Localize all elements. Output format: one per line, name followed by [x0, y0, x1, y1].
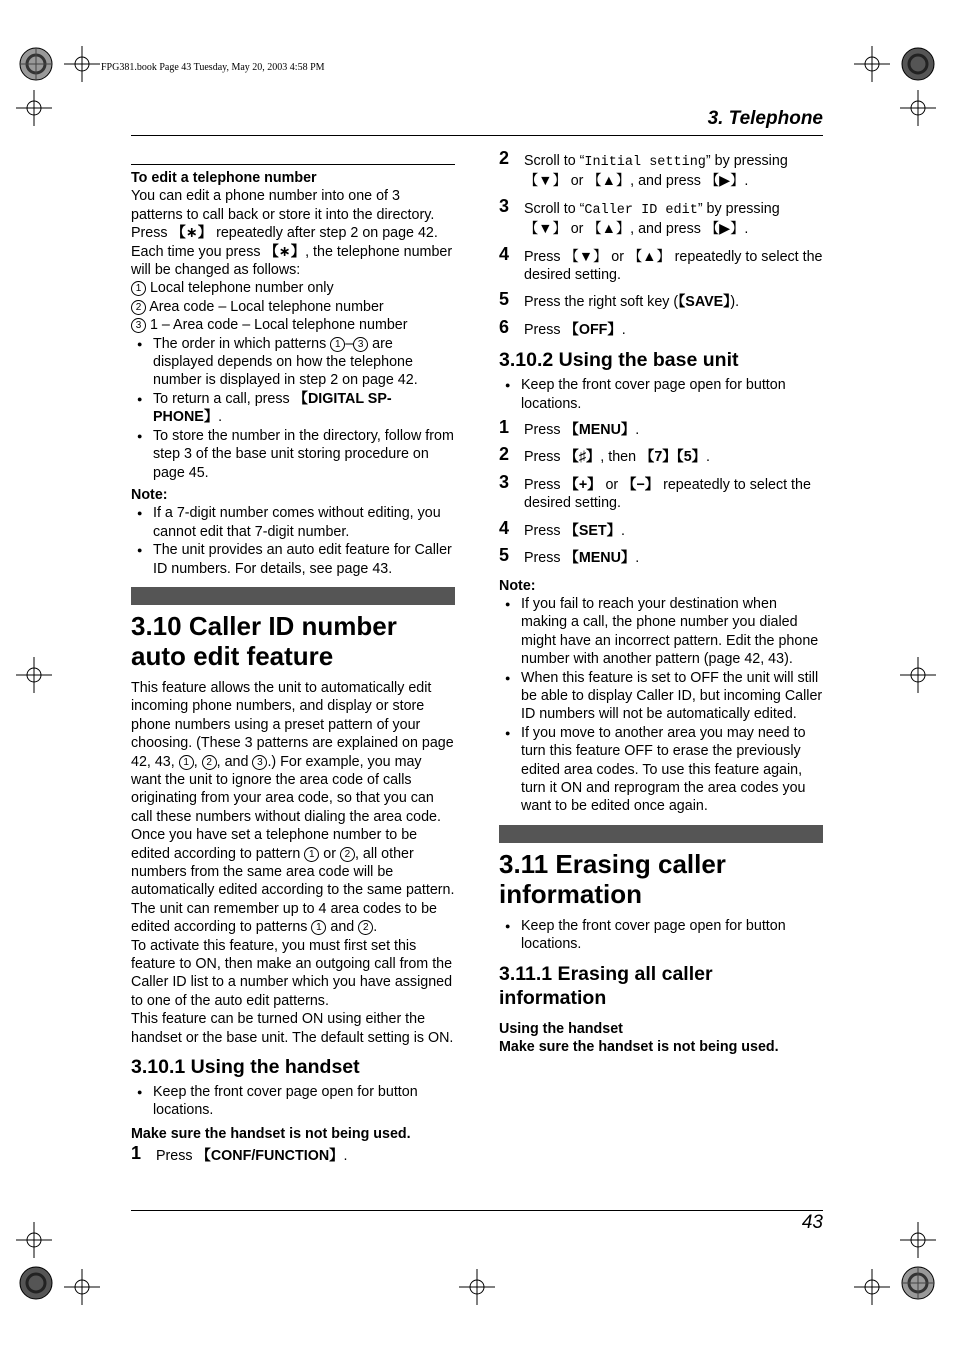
set-key: 【SET】: [564, 522, 621, 539]
footer-rule: [131, 1210, 823, 1211]
paragraph-text: and: [326, 919, 359, 936]
handset-not-in-use-note: Make sure the handset is not being used.: [131, 1125, 411, 1142]
bullet-text: .: [218, 409, 223, 426]
bullet-item: ● Keep the front cover page open for button locations.: [499, 917, 823, 954]
step-text: 【▼】 or 【▲】, and press 【▶】.: [524, 173, 749, 190]
edit-number-title: To edit a telephone number: [131, 170, 317, 186]
bullet-text: are displayed depends on how the telephone number is displayed in step 2 on page 42.: [153, 335, 418, 389]
step-number: 4: [499, 517, 510, 538]
step-number: 5: [499, 289, 510, 310]
step-text: ” by pressing: [697, 200, 780, 217]
note-label: Note:: [499, 577, 536, 594]
subsection-title: 3.10.2 Using the base unit: [499, 349, 739, 372]
paragraph-text: This feature allows the unit to automatically edit incoming phone numbers, and display or store phone numbers using a preset pattern of your choosing. (These 3 patterns are explained on page 42, 43,: [131, 679, 454, 770]
step-number: 3: [499, 471, 510, 492]
step-item: [499, 243, 823, 285]
step-text: .: [635, 550, 640, 567]
menu-key: 【MENU】: [564, 422, 636, 439]
circled-number: 3: [131, 318, 146, 333]
circled-number: 1: [311, 920, 326, 935]
step-number: 1: [131, 1143, 142, 1164]
display-text: Initial setting: [584, 155, 706, 170]
note-label: Note:: [131, 486, 168, 503]
default-setting-paragraph: This feature can be turned ON using either the handset or the base unit. The default setting is ON.: [131, 1011, 454, 1046]
step-text: Press: [524, 449, 565, 466]
circled-number: 1: [330, 337, 345, 352]
bullet-item: ● Keep the front cover page open for button locations.: [499, 376, 823, 413]
step-item: [131, 1143, 455, 1165]
note-item: ● If a 7-digit number comes without editing, you cannot edit that 7-digit number.: [131, 504, 455, 541]
registration-disc-mark: [900, 1265, 936, 1301]
step-text: Press: [524, 422, 565, 439]
step-text: or: [607, 248, 628, 265]
pattern-item: [131, 316, 455, 334]
bullet-item: ● To store the number in the directory, follow from step 3 of the base unit storing procedure on page 45.: [131, 427, 455, 482]
bullet-text: The order in which patterns: [153, 335, 331, 352]
registration-disc-mark: [900, 46, 936, 82]
crosshair-mark: [900, 90, 936, 126]
step-text: .: [705, 449, 710, 466]
crosshair-mark: [459, 1269, 495, 1305]
crosshair-mark: [854, 46, 890, 82]
note-item: ● If you move to another area you may need to turn this feature OFF to erase the previously edited area codes. To use this feature again, turn it ON and reprogram the area codes you want to be edited once again.: [499, 724, 823, 816]
note-item: ● The unit provides an auto edit feature for Caller ID numbers. For details, see page 43.: [131, 541, 455, 578]
circled-number: 2: [131, 300, 146, 315]
step-text: .: [621, 321, 626, 338]
step-text: Press: [524, 248, 565, 265]
pattern-text: Local telephone number only: [149, 280, 334, 297]
step-item: [499, 517, 823, 540]
paragraph-text: , and: [216, 753, 253, 770]
bullet-item: [131, 390, 455, 427]
step-text: 【▼】 or 【▲】, and press 【▶】.: [524, 221, 749, 238]
step-text: Press: [524, 321, 565, 338]
up-key: 【▲】: [627, 248, 671, 265]
step-number: 4: [499, 243, 510, 264]
bullet-item: ● Keep the front cover page open for button locations.: [131, 1083, 455, 1120]
pattern-item: [131, 298, 455, 316]
step-number: 1: [499, 417, 510, 438]
edit-number-intro: [131, 187, 455, 279]
circled-number: 2: [358, 920, 373, 935]
crosshair-mark: [900, 657, 936, 693]
number-keys: 【7】【5】: [640, 449, 706, 466]
section-title: 3.11 Erasing caller information: [499, 848, 726, 909]
crosshair-mark: [64, 46, 100, 82]
down-key: 【▼】: [564, 248, 608, 265]
step-text: Press: [156, 1148, 197, 1165]
step-text: ).: [730, 294, 740, 311]
step-text: Scroll to “: [524, 153, 585, 169]
pound-key: 【♯】: [564, 449, 601, 466]
crosshair-mark: [16, 657, 52, 693]
crosshair-mark: [854, 1269, 890, 1305]
star-key: 【∗】: [171, 225, 213, 242]
subsection-title: 3.10.1 Using the handset: [131, 1056, 360, 1079]
conf-function-key: 【CONF/FUNCTION】: [196, 1148, 344, 1165]
paragraph-text: .) For example, you may want the unit to ignore the area code of calls originating from your area code, so that you can call these numbers without dialing the area code. Once you have set a telephone number to be edited according to pattern: [131, 753, 441, 862]
digital-sp-phone-key: 【DIGITAL SP-PHONE】: [153, 390, 392, 426]
bullet-text: To return a call, press: [153, 390, 294, 407]
intro-text: You can edit a phone number into one of 3 patterns to call back or store it into the directory. Press: [131, 188, 435, 242]
right-column: [499, 148, 823, 1056]
step-item: [499, 471, 823, 513]
section-bar: [499, 825, 823, 843]
paragraph-text: , all other numbers from the same area code will be automatically edited according to the same pattern. The unit can remember up to 4 area codes to be edited according to patterns: [131, 845, 455, 936]
step-text: .: [343, 1148, 348, 1165]
handset-not-in-use-note: Make sure the handset is not being used.: [499, 1039, 779, 1055]
step-number: 3: [499, 195, 510, 216]
section-header-title: 3. Telephone: [707, 108, 823, 129]
crosshair-mark: [16, 90, 52, 126]
off-key: 【OFF】: [564, 321, 622, 338]
step-number: 6: [499, 316, 510, 337]
step-text: or: [601, 476, 623, 493]
step-text: Press: [524, 550, 565, 567]
circled-number: 1: [131, 281, 146, 296]
pattern-item: [131, 279, 455, 297]
registration-disc-mark: [18, 1265, 54, 1301]
display-text: Caller ID edit: [584, 202, 698, 218]
intro-text: repeatedly after step 2 on page 42. Each time you press: [131, 225, 438, 260]
divider: [131, 164, 455, 165]
activation-paragraph: To activate this feature, you must first set this feature to ON, then make an outgoing call from the Caller ID list to a number which you have assigned to one of the auto edit patterns.: [131, 937, 453, 1009]
paragraph-text: ,: [193, 753, 202, 770]
step-item: [499, 444, 823, 466]
step-number: 2: [499, 444, 510, 465]
step-item: [499, 316, 823, 339]
pattern-text: 1 – Area code – Local telephone number: [149, 317, 408, 334]
minus-key: 【−】: [622, 476, 660, 493]
crosshair-mark: [900, 1222, 936, 1258]
step-text: repeatedly to select the desired setting.: [524, 476, 811, 512]
step-text: .: [635, 422, 640, 439]
circled-number: 1: [179, 755, 194, 770]
step-item: [499, 417, 823, 439]
star-key: 【∗】: [264, 243, 306, 260]
section-bar: [131, 587, 455, 605]
print-info: FPG381.book Page 43 Tuesday, May 20, 2003 4:58 PM: [101, 62, 325, 73]
left-column: [131, 164, 455, 1175]
paragraph-text: .: [373, 919, 378, 936]
save-key: 【SAVE】: [678, 294, 731, 311]
dash-text: –: [345, 335, 354, 352]
section-title: 3.10 Caller ID number auto edit feature: [131, 610, 397, 671]
step-item: [499, 289, 823, 311]
step-text: Press the right soft key (: [524, 294, 679, 311]
step-number: 5: [499, 545, 510, 566]
note-item: ● When this feature is set to OFF the unit will still be able to display Caller ID, but incoming Caller ID numbers will not be automatically edited.: [499, 669, 823, 724]
step-item: [499, 195, 823, 239]
circled-number: 2: [340, 847, 355, 862]
plus-key: 【+】: [564, 476, 602, 493]
registration-disc-mark: [18, 46, 54, 82]
crosshair-mark: [64, 1269, 100, 1305]
subsection-title: 3.11.1 Erasing all caller information: [499, 962, 713, 1009]
step-text: Press: [524, 476, 565, 493]
step-text: Press: [524, 522, 565, 539]
step-item: [499, 545, 823, 567]
page-number: 43: [801, 1212, 823, 1233]
circled-number: 1: [304, 847, 319, 862]
feature-description: [131, 679, 455, 937]
step-text: ” by pressing: [705, 153, 788, 169]
step-item: [499, 148, 823, 191]
crosshair-mark: [16, 1222, 52, 1258]
menu-key: 【MENU】: [564, 550, 636, 567]
circled-number: 3: [252, 755, 267, 770]
step-number: 2: [499, 148, 510, 168]
header-rule: [131, 135, 823, 136]
note-item: ● If you fail to reach your destination when making a call, the phone number you dialed might have an incorrect pattern. Edit the phone number with another pattern (page 42, 43).: [499, 595, 823, 669]
pattern-text: Area code – Local telephone number: [149, 298, 384, 315]
step-text: .: [620, 522, 625, 539]
step-text: repeatedly to select the desired setting.: [524, 248, 823, 284]
bullet-item: [131, 335, 455, 390]
using-handset-label: Using the handset: [499, 1020, 623, 1037]
intro-text: , the telephone number will be changed as follows:: [131, 243, 453, 279]
step-text: Scroll to “: [524, 200, 585, 217]
circled-number: 3: [353, 337, 368, 352]
circled-number: 2: [202, 755, 217, 770]
paragraph-text: or: [319, 845, 340, 862]
step-text: , then: [600, 449, 641, 466]
